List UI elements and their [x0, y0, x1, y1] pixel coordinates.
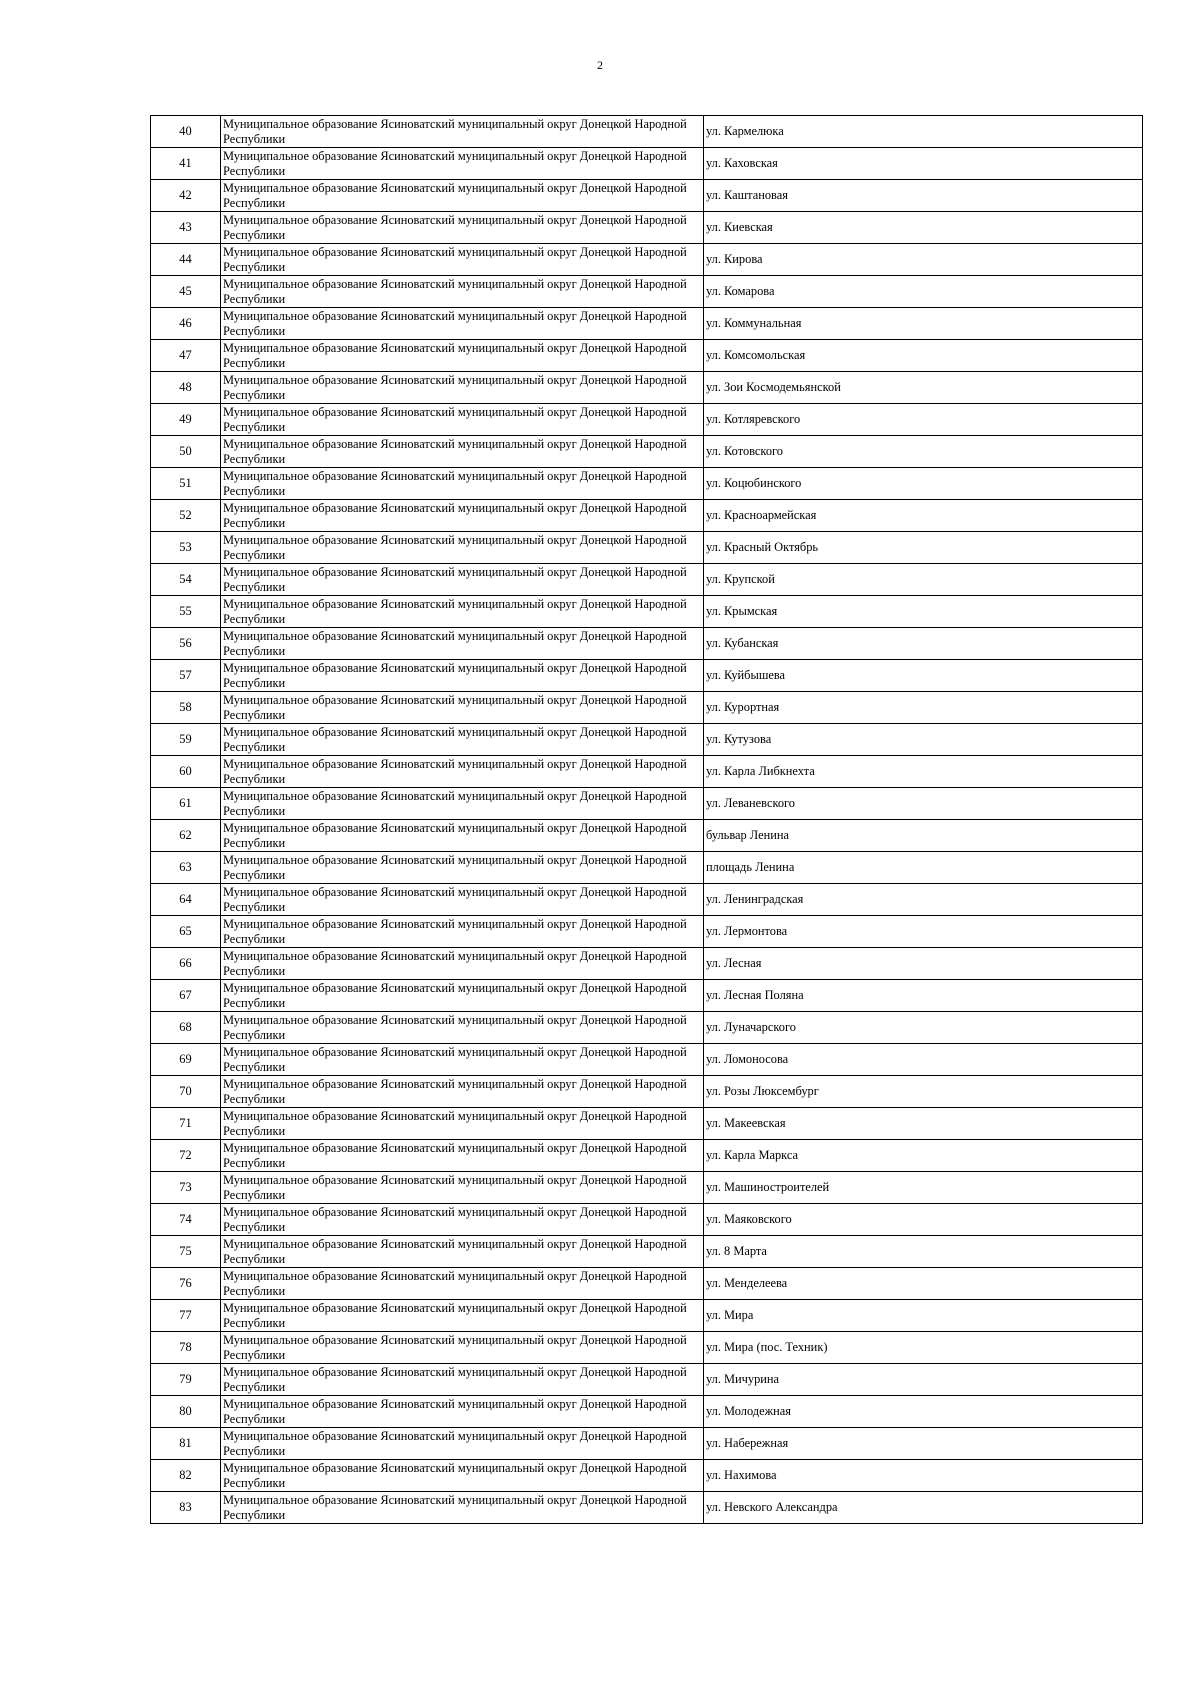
street-cell: ул. Розы Люксембург — [704, 1076, 1143, 1108]
row-number-cell: 67 — [151, 980, 221, 1012]
row-number-cell: 40 — [151, 116, 221, 148]
municipality-cell: Муниципальное образование Ясиноватский муниципальный округ Донецкой Народной Республики — [221, 148, 704, 180]
street-cell: ул. Кармелюка — [704, 116, 1143, 148]
street-cell: ул. Киевская — [704, 212, 1143, 244]
table-row — [151, 948, 1143, 980]
street-cell: ул. Зои Космодемьянской — [704, 372, 1143, 404]
street-cell: ул. Молодежная — [704, 1396, 1143, 1428]
table-row — [151, 596, 1143, 628]
row-number-cell: 69 — [151, 1044, 221, 1076]
municipality-cell: Муниципальное образование Ясиноватский муниципальный округ Донецкой Народной Республики — [221, 244, 704, 276]
row-number-cell: 48 — [151, 372, 221, 404]
municipality-cell: Муниципальное образование Ясиноватский муниципальный округ Донецкой Народной Республики — [221, 372, 704, 404]
street-cell: ул. Кирова — [704, 244, 1143, 276]
row-number-cell: 52 — [151, 500, 221, 532]
row-number-cell: 66 — [151, 948, 221, 980]
table-row — [151, 1396, 1143, 1428]
municipality-cell: Муниципальное образование Ясиноватский муниципальный округ Донецкой Народной Республики — [221, 276, 704, 308]
municipality-cell: Муниципальное образование Ясиноватский муниципальный округ Донецкой Народной Республики — [221, 724, 704, 756]
street-cell: ул. Каховская — [704, 148, 1143, 180]
row-number-cell: 72 — [151, 1140, 221, 1172]
table-row — [151, 372, 1143, 404]
row-number-cell: 75 — [151, 1236, 221, 1268]
row-number-cell: 74 — [151, 1204, 221, 1236]
row-number-cell: 70 — [151, 1076, 221, 1108]
row-number-cell: 43 — [151, 212, 221, 244]
municipality-cell: Муниципальное образование Ясиноватский муниципальный округ Донецкой Народной Республики — [221, 1428, 704, 1460]
street-cell: ул. Комсомольская — [704, 340, 1143, 372]
row-number-cell: 83 — [151, 1492, 221, 1524]
row-number-cell: 45 — [151, 276, 221, 308]
row-number-cell: 76 — [151, 1268, 221, 1300]
street-cell: ул. Куйбышева — [704, 660, 1143, 692]
row-number-cell: 79 — [151, 1364, 221, 1396]
table-row — [151, 628, 1143, 660]
street-cell: ул. Нахимова — [704, 1460, 1143, 1492]
streets-table-body — [151, 116, 1143, 1524]
municipality-cell: Муниципальное образование Ясиноватский муниципальный округ Донецкой Народной Республики — [221, 1012, 704, 1044]
street-cell: ул. Коммунальная — [704, 308, 1143, 340]
street-cell: ул. Крупской — [704, 564, 1143, 596]
table-row — [151, 692, 1143, 724]
page-number: 2 — [597, 58, 603, 72]
municipality-cell: Муниципальное образование Ясиноватский муниципальный округ Донецкой Народной Республики — [221, 532, 704, 564]
street-cell: ул. Крымская — [704, 596, 1143, 628]
street-cell: ул. Машиностроителей — [704, 1172, 1143, 1204]
row-number-cell: 58 — [151, 692, 221, 724]
street-cell: ул. Карла Маркса — [704, 1140, 1143, 1172]
row-number-cell: 44 — [151, 244, 221, 276]
row-number-cell: 54 — [151, 564, 221, 596]
municipality-cell: Муниципальное образование Ясиноватский муниципальный округ Донецкой Народной Республики — [221, 948, 704, 980]
table-row — [151, 244, 1143, 276]
municipality-cell: Муниципальное образование Ясиноватский муниципальный округ Донецкой Народной Республики — [221, 884, 704, 916]
table-row — [151, 148, 1143, 180]
street-cell: ул. Карла Либкнехта — [704, 756, 1143, 788]
municipality-cell: Муниципальное образование Ясиноватский муниципальный округ Донецкой Народной Республики — [221, 980, 704, 1012]
table-row — [151, 852, 1143, 884]
municipality-cell: Муниципальное образование Ясиноватский муниципальный округ Донецкой Народной Республики — [221, 180, 704, 212]
municipality-cell: Муниципальное образование Ясиноватский муниципальный округ Донецкой Народной Республики — [221, 1236, 704, 1268]
row-number-cell: 61 — [151, 788, 221, 820]
row-number-cell: 47 — [151, 340, 221, 372]
street-cell: ул. Набережная — [704, 1428, 1143, 1460]
street-cell: ул. Мичурина — [704, 1364, 1143, 1396]
row-number-cell: 62 — [151, 820, 221, 852]
municipality-cell: Муниципальное образование Ясиноватский муниципальный округ Донецкой Народной Республики — [221, 1268, 704, 1300]
street-cell: ул. Кубанская — [704, 628, 1143, 660]
street-cell: ул. Котовского — [704, 436, 1143, 468]
table-row — [151, 276, 1143, 308]
table-row — [151, 756, 1143, 788]
municipality-cell: Муниципальное образование Ясиноватский муниципальный округ Донецкой Народной Республики — [221, 1332, 704, 1364]
street-cell: ул. Невского Александра — [704, 1492, 1143, 1524]
table-row — [151, 724, 1143, 756]
street-cell: ул. Макеевская — [704, 1108, 1143, 1140]
row-number-cell: 82 — [151, 1460, 221, 1492]
municipality-cell: Муниципальное образование Ясиноватский муниципальный округ Донецкой Народной Республики — [221, 564, 704, 596]
street-cell: ул. Каштановая — [704, 180, 1143, 212]
municipality-cell: Муниципальное образование Ясиноватский муниципальный округ Донецкой Народной Республики — [221, 692, 704, 724]
municipality-cell: Муниципальное образование Ясиноватский муниципальный округ Донецкой Народной Республики — [221, 1108, 704, 1140]
row-number-cell: 63 — [151, 852, 221, 884]
table-row — [151, 1332, 1143, 1364]
table-row — [151, 1236, 1143, 1268]
street-cell: площадь Ленина — [704, 852, 1143, 884]
table-row — [151, 404, 1143, 436]
municipality-cell: Муниципальное образование Ясиноватский муниципальный округ Донецкой Народной Республики — [221, 756, 704, 788]
municipality-cell: Муниципальное образование Ясиноватский муниципальный округ Донецкой Народной Республики — [221, 404, 704, 436]
table-row — [151, 884, 1143, 916]
table-row — [151, 180, 1143, 212]
municipality-cell: Муниципальное образование Ясиноватский муниципальный округ Донецкой Народной Республики — [221, 1204, 704, 1236]
streets-table — [150, 115, 1143, 1524]
table-row — [151, 564, 1143, 596]
municipality-cell: Муниципальное образование Ясиноватский муниципальный округ Донецкой Народной Республики — [221, 500, 704, 532]
municipality-cell: Муниципальное образование Ясиноватский муниципальный округ Донецкой Народной Республики — [221, 916, 704, 948]
municipality-cell: Муниципальное образование Ясиноватский муниципальный округ Донецкой Народной Республики — [221, 340, 704, 372]
municipality-cell: Муниципальное образование Ясиноватский муниципальный округ Донецкой Народной Республики — [221, 1140, 704, 1172]
municipality-cell: Муниципальное образование Ясиноватский муниципальный округ Донецкой Народной Республики — [221, 1076, 704, 1108]
row-number-cell: 77 — [151, 1300, 221, 1332]
table-row — [151, 1268, 1143, 1300]
street-cell: ул. Мира — [704, 1300, 1143, 1332]
row-number-cell: 64 — [151, 884, 221, 916]
street-cell: ул. 8 Марта — [704, 1236, 1143, 1268]
municipality-cell: Муниципальное образование Ясиноватский муниципальный округ Донецкой Народной Республики — [221, 820, 704, 852]
row-number-cell: 78 — [151, 1332, 221, 1364]
row-number-cell: 55 — [151, 596, 221, 628]
street-cell: ул. Лермонтова — [704, 916, 1143, 948]
municipality-cell: Муниципальное образование Ясиноватский муниципальный округ Донецкой Народной Республики — [221, 1460, 704, 1492]
table-row — [151, 308, 1143, 340]
table-row — [151, 1460, 1143, 1492]
street-cell: ул. Красный Октябрь — [704, 532, 1143, 564]
row-number-cell: 53 — [151, 532, 221, 564]
street-cell: ул. Курортная — [704, 692, 1143, 724]
row-number-cell: 49 — [151, 404, 221, 436]
municipality-cell: Муниципальное образование Ясиноватский муниципальный округ Донецкой Народной Республики — [221, 468, 704, 500]
street-cell: ул. Лесная Поляна — [704, 980, 1143, 1012]
row-number-cell: 46 — [151, 308, 221, 340]
street-cell: ул. Котляревского — [704, 404, 1143, 436]
street-cell: ул. Леваневского — [704, 788, 1143, 820]
street-cell: ул. Кутузова — [704, 724, 1143, 756]
table-row — [151, 1428, 1143, 1460]
table-row — [151, 1108, 1143, 1140]
table-row — [151, 1172, 1143, 1204]
municipality-cell: Муниципальное образование Ясиноватский муниципальный округ Донецкой Народной Республики — [221, 628, 704, 660]
row-number-cell: 56 — [151, 628, 221, 660]
municipality-cell: Муниципальное образование Ясиноватский муниципальный округ Донецкой Народной Республики — [221, 596, 704, 628]
street-cell: бульвар Ленина — [704, 820, 1143, 852]
row-number-cell: 41 — [151, 148, 221, 180]
municipality-cell: Муниципальное образование Ясиноватский муниципальный округ Донецкой Народной Республики — [221, 1492, 704, 1524]
row-number-cell: 65 — [151, 916, 221, 948]
row-number-cell: 81 — [151, 1428, 221, 1460]
table-row — [151, 820, 1143, 852]
street-cell: ул. Луначарского — [704, 1012, 1143, 1044]
municipality-cell: Муниципальное образование Ясиноватский муниципальный округ Донецкой Народной Республики — [221, 852, 704, 884]
street-cell: ул. Красноармейская — [704, 500, 1143, 532]
table-row — [151, 1300, 1143, 1332]
municipality-cell: Муниципальное образование Ясиноватский муниципальный округ Донецкой Народной Республики — [221, 1364, 704, 1396]
table-row — [151, 1204, 1143, 1236]
row-number-cell: 80 — [151, 1396, 221, 1428]
table-row — [151, 980, 1143, 1012]
table-row — [151, 468, 1143, 500]
row-number-cell: 71 — [151, 1108, 221, 1140]
table-row — [151, 1364, 1143, 1396]
table-row — [151, 500, 1143, 532]
row-number-cell: 50 — [151, 436, 221, 468]
street-cell: ул. Маяковского — [704, 1204, 1143, 1236]
table-row — [151, 788, 1143, 820]
street-cell: ул. Лесная — [704, 948, 1143, 980]
street-cell: ул. Менделеева — [704, 1268, 1143, 1300]
table-row — [151, 116, 1143, 148]
street-cell: ул. Ломоносова — [704, 1044, 1143, 1076]
municipality-cell: Муниципальное образование Ясиноватский муниципальный округ Донецкой Народной Республики — [221, 788, 704, 820]
table-row — [151, 340, 1143, 372]
municipality-cell: Муниципальное образование Ясиноватский муниципальный округ Донецкой Народной Республики — [221, 212, 704, 244]
table-row — [151, 1044, 1143, 1076]
street-cell: ул. Мира (пос. Техник) — [704, 1332, 1143, 1364]
row-number-cell: 51 — [151, 468, 221, 500]
table-row — [151, 1140, 1143, 1172]
street-cell: ул. Ленинградская — [704, 884, 1143, 916]
table-row — [151, 1492, 1143, 1524]
municipality-cell: Муниципальное образование Ясиноватский муниципальный округ Донецкой Народной Республики — [221, 1172, 704, 1204]
row-number-cell: 57 — [151, 660, 221, 692]
municipality-cell: Муниципальное образование Ясиноватский муниципальный округ Донецкой Народной Республики — [221, 1396, 704, 1428]
municipality-cell: Муниципальное образование Ясиноватский муниципальный округ Донецкой Народной Республики — [221, 660, 704, 692]
municipality-cell: Муниципальное образование Ясиноватский муниципальный округ Донецкой Народной Республики — [221, 1300, 704, 1332]
row-number-cell: 68 — [151, 1012, 221, 1044]
table-row — [151, 212, 1143, 244]
municipality-cell: Муниципальное образование Ясиноватский муниципальный округ Донецкой Народной Республики — [221, 436, 704, 468]
table-row — [151, 660, 1143, 692]
row-number-cell: 59 — [151, 724, 221, 756]
table-row — [151, 532, 1143, 564]
row-number-cell: 73 — [151, 1172, 221, 1204]
table-row — [151, 1012, 1143, 1044]
table-row — [151, 436, 1143, 468]
municipality-cell: Муниципальное образование Ясиноватский муниципальный округ Донецкой Народной Республики — [221, 308, 704, 340]
street-cell: ул. Комарова — [704, 276, 1143, 308]
table-row — [151, 1076, 1143, 1108]
municipality-cell: Муниципальное образование Ясиноватский муниципальный округ Донецкой Народной Республики — [221, 116, 704, 148]
street-cell: ул. Коцюбинского — [704, 468, 1143, 500]
table-row — [151, 916, 1143, 948]
municipality-cell: Муниципальное образование Ясиноватский муниципальный округ Донецкой Народной Республики — [221, 1044, 704, 1076]
row-number-cell: 42 — [151, 180, 221, 212]
row-number-cell: 60 — [151, 756, 221, 788]
